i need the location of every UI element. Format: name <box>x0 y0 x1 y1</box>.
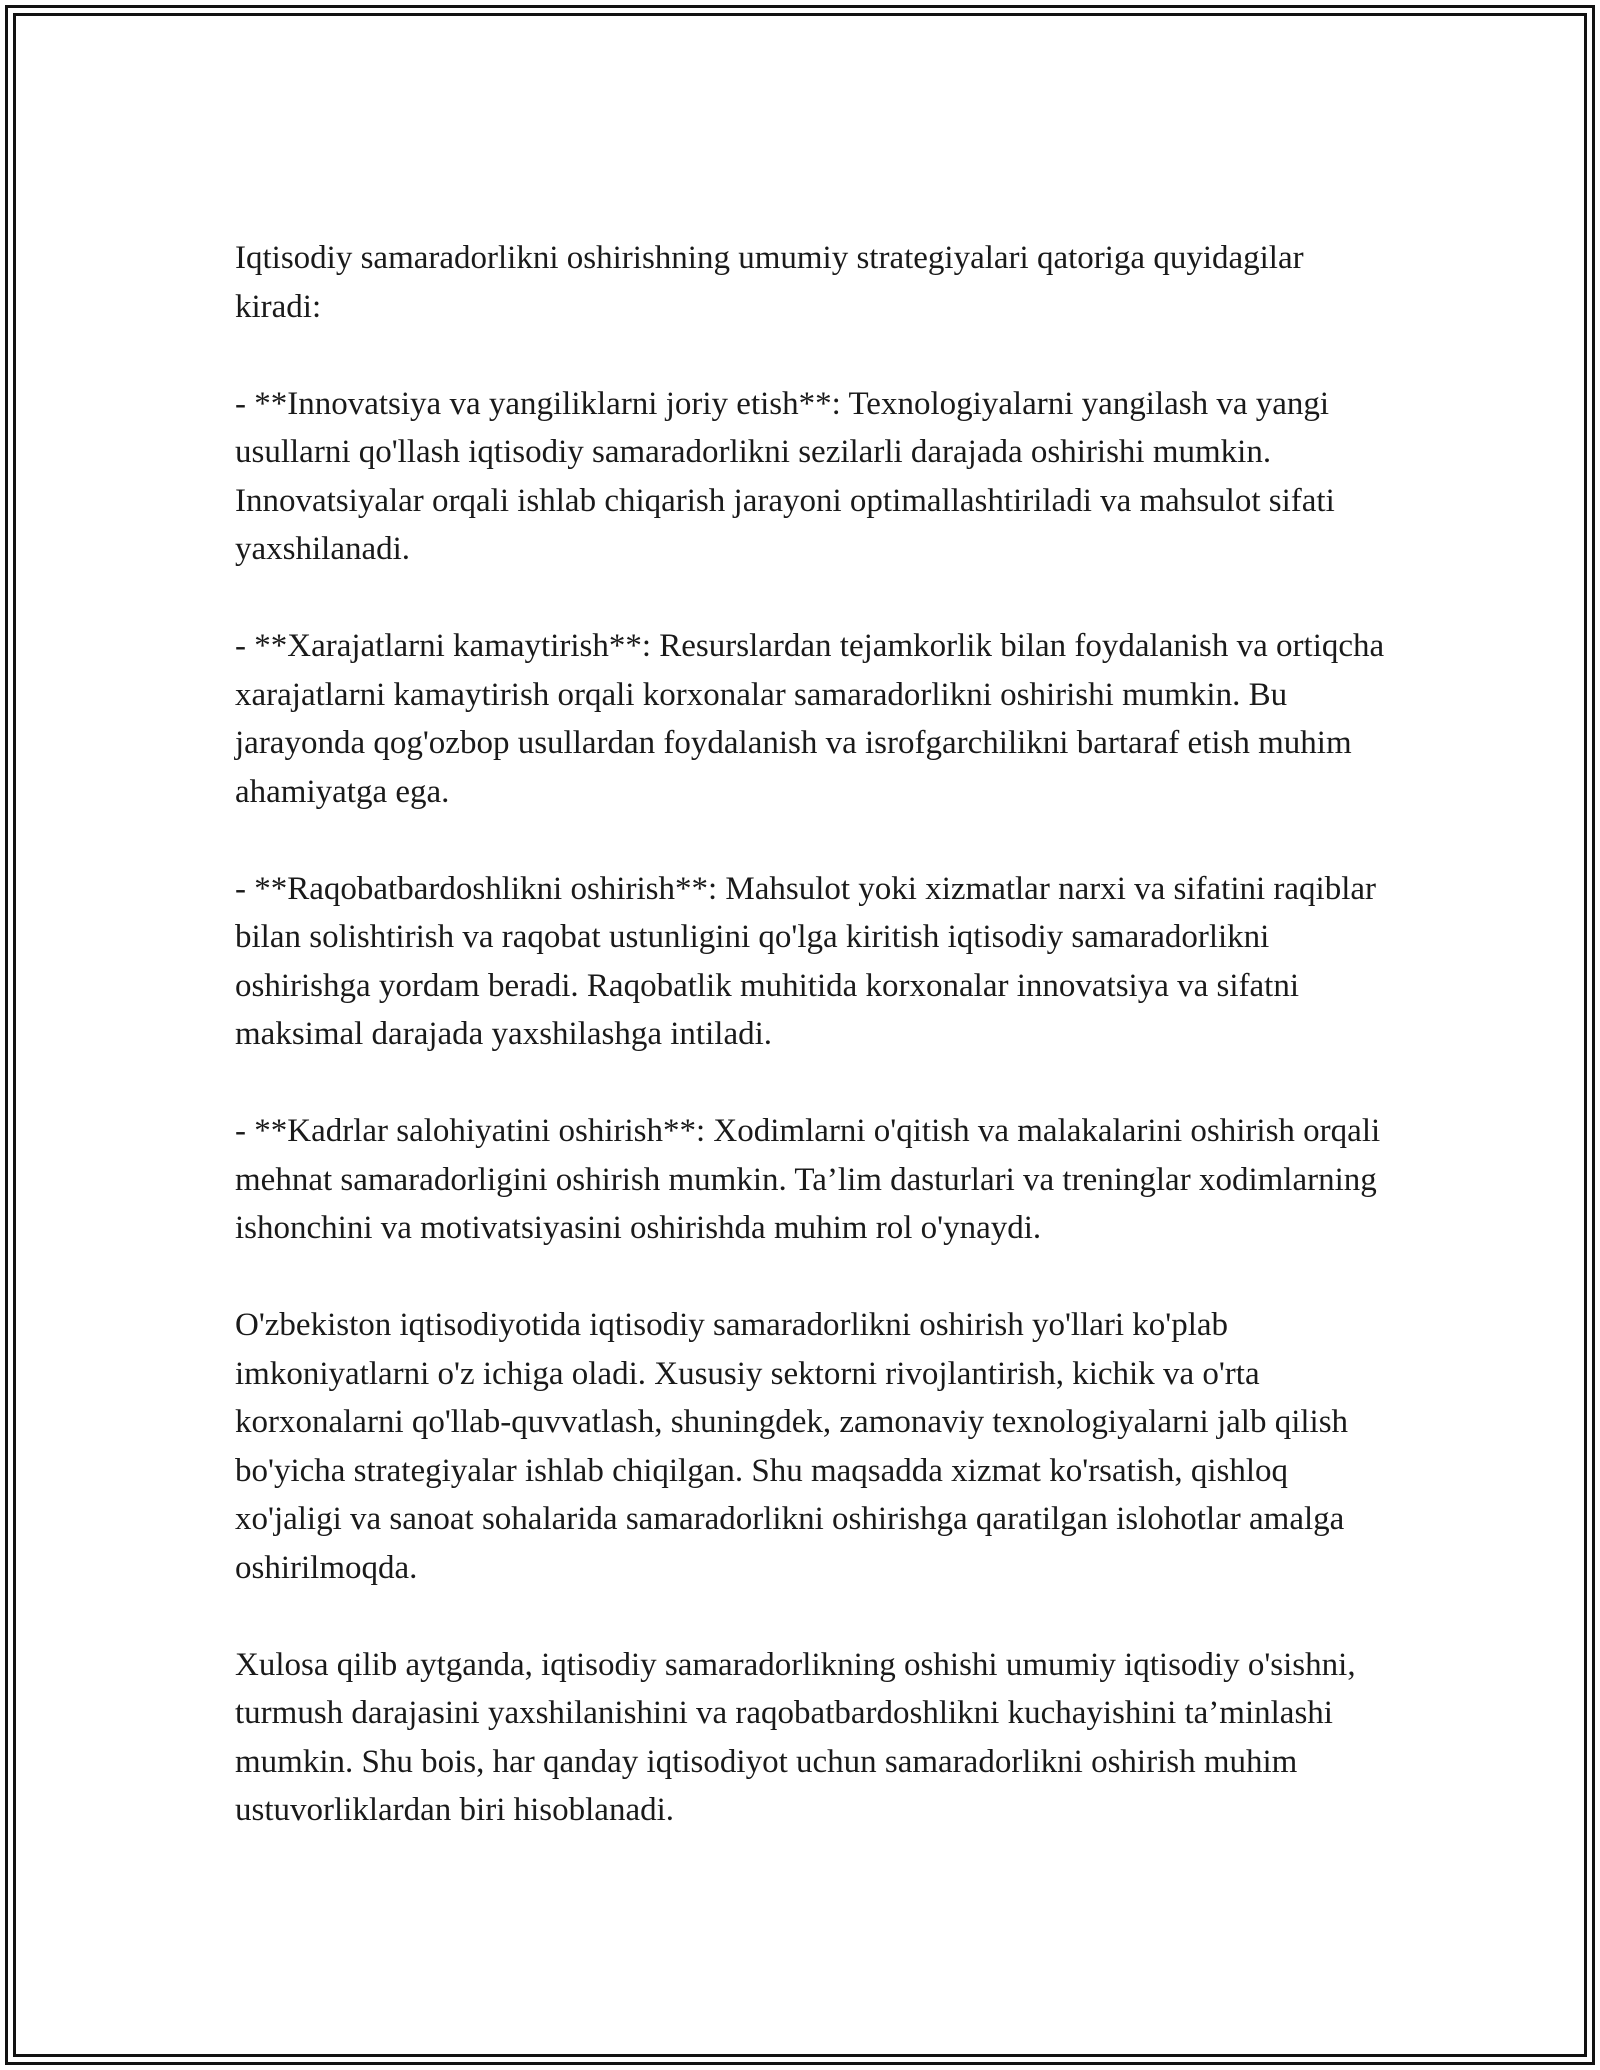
paragraph-conclusion: Xulosa qilib aytganda, iqtisodiy samaradorlikning oshishi umumiy iqtisodiy o'sishni, turmush darajasini yaxshilanishini va raqobatbardoshlikni kuchayishini ta’minlashi mumkin. Shu bois, har qanday iqtisodiyot uchun samaradorlikni oshirish muhim ustuvorliklardan biri hisoblanadi. <box>235 1646 1356 1828</box>
paragraph-staff-potential: - **Kadrlar salohiyatini oshirish**: Xodimlarni o'qitish va malakalarini oshirish orqali mehnat samaradorligini oshirish mumkin. Ta’lim dasturlari va treninglar xodimlarning ishonchini va motivatsiyasini oshirishda muhim rol o'ynaydi. <box>235 1113 1381 1246</box>
paragraph-uzbekistan: O'zbekiston iqtisodiyotida iqtisodiy samaradorlikni oshirish yo'llari ko'plab imkoniyatlarni o'z ichiga oladi. Xususiy sektorni rivojlantirish, kichik va o'rta korxonalarni qo'llab-quvvatlash, shuningdek, zamonaviy texnologiyalarni jalb qilish bo'yicha strategiyalar ishlab chiqilgan. Shu maqsadda xizmat ko'rsatish, qishloq xo'jaligi va sanoat sohalarida samaradorlikni oshirishga qaratilgan islohotlar amalga oshirilmoqda. <box>235 1307 1349 1586</box>
paragraph-cost-reduction: - **Xarajatlarni kamaytirish**: Resurslardan tejamkorlik bilan foydalanish va ortiqcha xarajatlarni kamaytirish orqali korxonalar samaradorlikni oshirishi mumkin. Bu jarayonda qog'ozbop usullardan foydalanish va isrofgarchilikni bartaraf etish muhim ahamiyatga ega. <box>235 628 1385 810</box>
paragraph-intro: Iqtisodiy samaradorlikni oshirishning umumiy strategiyalari qatoriga quyidagilar kiradi: <box>235 240 1304 325</box>
document-body <box>235 234 1385 1883</box>
paragraph-competitiveness: - **Raqobatbardoshlikni oshirish**: Mahsulot yoki xizmatlar narxi va sifatini raqiblar bilan solishtirish va raqobat ustunligini qo'lga kiritish iqtisodiy samaradorlikni oshirishga yordam beradi. Raqobatlik muhitida korxonalar innovatsiya va sifatni maksimal darajada yaxshilashga intiladi. <box>235 870 1377 1052</box>
paragraph-innovation: - **Innovatsiya va yangiliklarni joriy etish**: Texnologiyalarni yangilash va yangi usullarni qo'llash iqtisodiy samaradorlikni sezilarli darajada oshirishi mumkin. Innovatsiyalar orqali ishlab chiqarish jarayoni optimallashtiriladi va mahsulot sifati yaxshilanadi. <box>235 385 1335 567</box>
